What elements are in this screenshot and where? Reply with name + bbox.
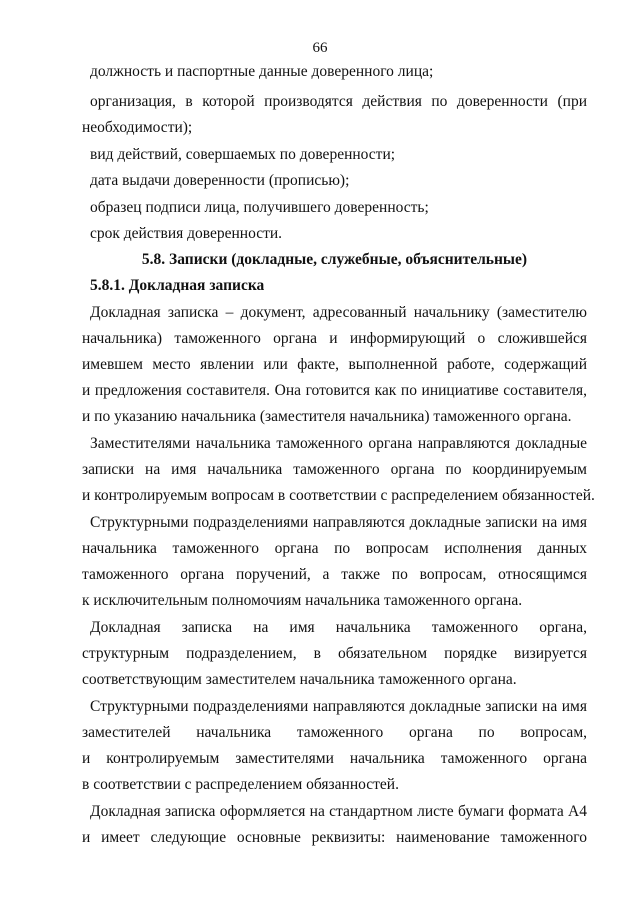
subsection-heading: 5.8.1. Докладная записка [90,277,265,294]
paragraph-line: Структурными подразделениями направляются докладные записки на имя [90,698,587,715]
paragraph-line: структурным подразделением, в обязательном порядке визируется [82,645,587,662]
list-item: образец подписи лица, получившего доверенность; [90,199,429,216]
paragraph-line: соответствующим заместителем начальника таможенного органа. [82,671,517,688]
list-item: должность и паспортные данные доверенного лица; [90,63,434,80]
paragraph-line: и имеет следующие основные реквизиты: наименование таможенного [82,829,587,846]
paragraph-line: Структурными подразделениями направляются докладные записки на имя [90,514,587,531]
paragraph-line: начальника) таможенного органа и информирующий о сложившейся [82,330,587,347]
paragraph-line: Докладная записка на имя начальника таможенного органа, [90,619,587,636]
paragraph-line: записки на имя начальника таможенного органа по координируемым [82,461,587,478]
paragraph-line: имевшем место явлении или факте, выполненной работе, содержащий [82,356,587,373]
paragraph-line: и контролируемым заместителями начальника таможенного органа [82,750,587,767]
paragraph-line: к исключительным полномочиям начальника таможенного органа. [82,592,523,609]
paragraph-line: заместителей начальника таможенного органа по вопросам, [82,724,587,741]
page-number: 66 [312,40,328,56]
paragraph-line: начальника таможенного органа по вопросам исполнения данных [82,540,587,557]
list-item: дата выдачи доверенности (прописью); [90,172,350,189]
list-item: срок действия доверенности. [90,225,283,242]
paragraph-line: и предложения составителя. Она готовится как по инициативе составителя, [82,382,587,399]
paragraph-line: и по указанию начальника (заместителя начальника) таможенного органа. [82,408,572,425]
paragraph-line: Докладная записка оформляется на стандартном листе бумаги формата А4 [90,803,587,820]
paragraph-line: в соответствии с распределением обязанностей. [82,776,399,793]
paragraph-line: Докладная записка – документ, адресованный начальнику (заместителю [90,304,587,321]
paragraph-line: Заместителями начальника таможенного органа направляются докладные [90,435,587,452]
paragraph-line: таможенного органа поручений, а также по вопросам, относящимся [82,566,587,583]
list-item: организация, в которой производятся действия по доверенности (при [90,93,587,110]
list-item: вид действий, совершаемых по доверенности; [90,146,396,163]
list-item-continuation: необходимости); [82,119,193,136]
section-heading: 5.8. Записки (докладные, служебные, объяснительные) [141,251,528,268]
paragraph-line: и контролируемым вопросам в соответствии с распределением обязанностей. [82,487,595,504]
